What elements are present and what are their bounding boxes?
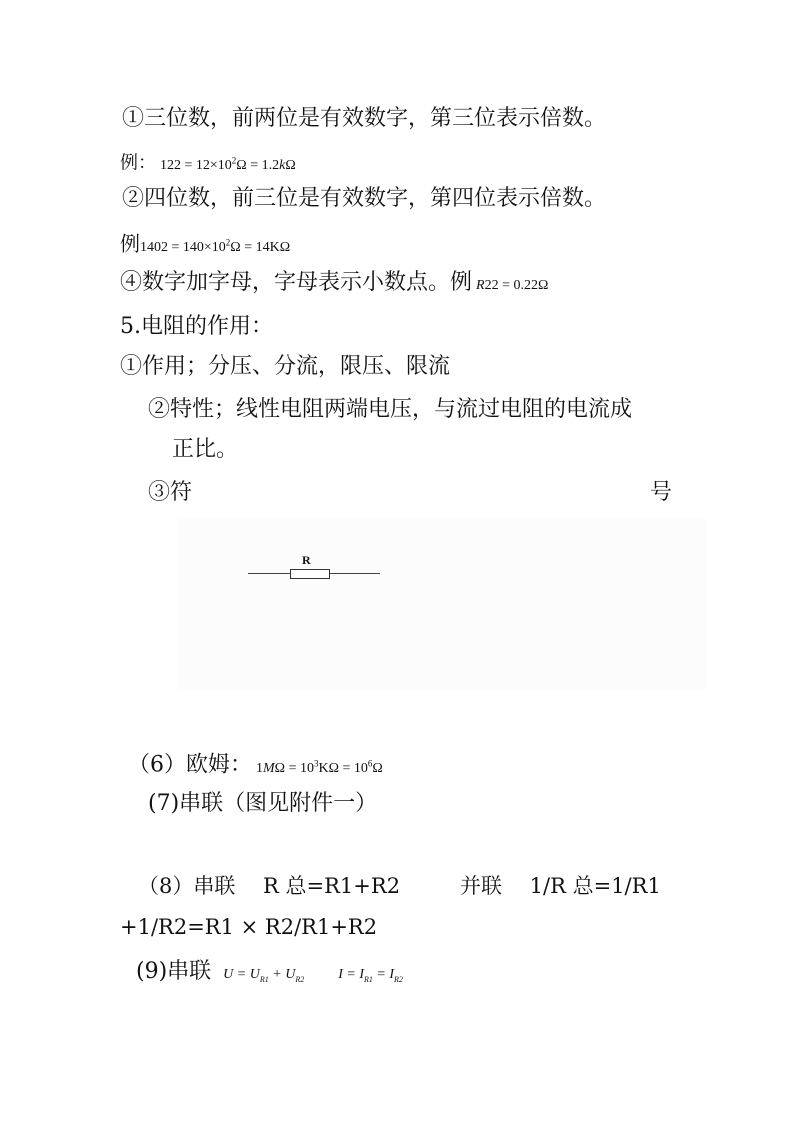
example-four-digit bbox=[120, 228, 290, 262]
formula-part: Ω = 10 bbox=[274, 760, 314, 776]
formula-1402 bbox=[140, 237, 291, 255]
formula-subscript: R2 bbox=[295, 974, 305, 984]
formula-part: 1 bbox=[256, 760, 263, 776]
formula-part: U bbox=[249, 967, 260, 982]
formula-part: Ω bbox=[285, 157, 296, 173]
formula-part: R bbox=[476, 278, 485, 293]
formula-part: 122 = 12×10 bbox=[160, 157, 232, 173]
line-characteristic: ②特性；线性电阻两端电压，与流过电阻的电流成 bbox=[148, 397, 633, 422]
formula-part: 1402 = 140×10 bbox=[140, 239, 226, 255]
line-parallel-formula-cont: +1/R2=R1 × R2/R1+R2 bbox=[120, 915, 378, 939]
formula-exponent: 2 bbox=[231, 155, 237, 165]
line-series-voltage-current bbox=[136, 958, 403, 994]
example-label: 例： bbox=[120, 152, 156, 174]
section-heading-resistor-function: 5.电阻的作用： bbox=[120, 314, 273, 339]
line-three-digit: ①三位数，前两位是有效数字，第三位表示倍数。 bbox=[122, 106, 607, 131]
series-label: (9)串联 bbox=[136, 959, 212, 984]
formula-unit: k bbox=[279, 157, 286, 173]
formula-r22 bbox=[476, 278, 548, 293]
example-three-digit bbox=[120, 146, 296, 180]
formula-part: = bbox=[372, 967, 390, 982]
formula-subscript: R2 bbox=[394, 974, 403, 984]
formula-part: I bbox=[389, 967, 395, 982]
formula-part: + bbox=[268, 967, 286, 982]
formula-part: I bbox=[338, 967, 343, 982]
left-wire bbox=[248, 573, 290, 574]
formula-part: Ω = 14KΩ bbox=[230, 239, 291, 255]
formula-part: U bbox=[223, 967, 234, 982]
letter-decimal-text: ④数字加字母，字母表示小数点。例 bbox=[120, 270, 473, 295]
formula-exponent: 3 bbox=[313, 758, 319, 768]
line-letter-decimal bbox=[120, 269, 548, 300]
formula-part: = bbox=[233, 967, 250, 982]
formula-exponent: 6 bbox=[367, 758, 373, 768]
formula-part: M bbox=[263, 760, 275, 776]
formula-subscript: R1 bbox=[259, 974, 269, 984]
line-series-attachment: (7)串联（图见附件一） bbox=[148, 791, 378, 816]
resistor-label: R bbox=[302, 553, 311, 567]
resistor-symbol-diagram bbox=[178, 519, 706, 689]
formula-122 bbox=[160, 155, 296, 173]
formula-current bbox=[338, 967, 403, 982]
line-symbol-right: 号 bbox=[650, 480, 673, 505]
line-function: ①作用；分压、分流，限压、限流 bbox=[120, 354, 451, 379]
formula-ohm bbox=[256, 758, 383, 776]
right-wire bbox=[330, 573, 380, 574]
line-series-total-a: （8）串联 R 总=R1+R2 bbox=[138, 874, 401, 898]
line-ohm bbox=[128, 749, 383, 783]
example-label: 例 bbox=[120, 231, 140, 256]
ohm-label: （6）欧姆： bbox=[128, 752, 252, 778]
line-parallel-total: 并联 1/R 总=1/R1 bbox=[460, 874, 661, 898]
line-characteristic-cont: 正比。 bbox=[172, 437, 239, 462]
line-symbol-left: ③符 bbox=[148, 480, 193, 505]
formula-part: KΩ = 10 bbox=[318, 760, 368, 776]
line-four-digit: ②四位数，前三位是有效数字，第四位表示倍数。 bbox=[122, 186, 607, 211]
formula-voltage bbox=[223, 967, 304, 982]
formula-subscript: R1 bbox=[364, 974, 373, 984]
formula-exponent: 2 bbox=[225, 237, 231, 247]
formula-part: U bbox=[285, 967, 296, 982]
formula-part: Ω = 1.2 bbox=[236, 157, 280, 173]
resistor-symbol bbox=[290, 569, 330, 579]
formula-part: Ω bbox=[372, 760, 383, 776]
formula-part: 22 = 0.22Ω bbox=[484, 278, 549, 293]
formula-part: = bbox=[342, 967, 360, 982]
formula-part: I bbox=[359, 967, 365, 982]
